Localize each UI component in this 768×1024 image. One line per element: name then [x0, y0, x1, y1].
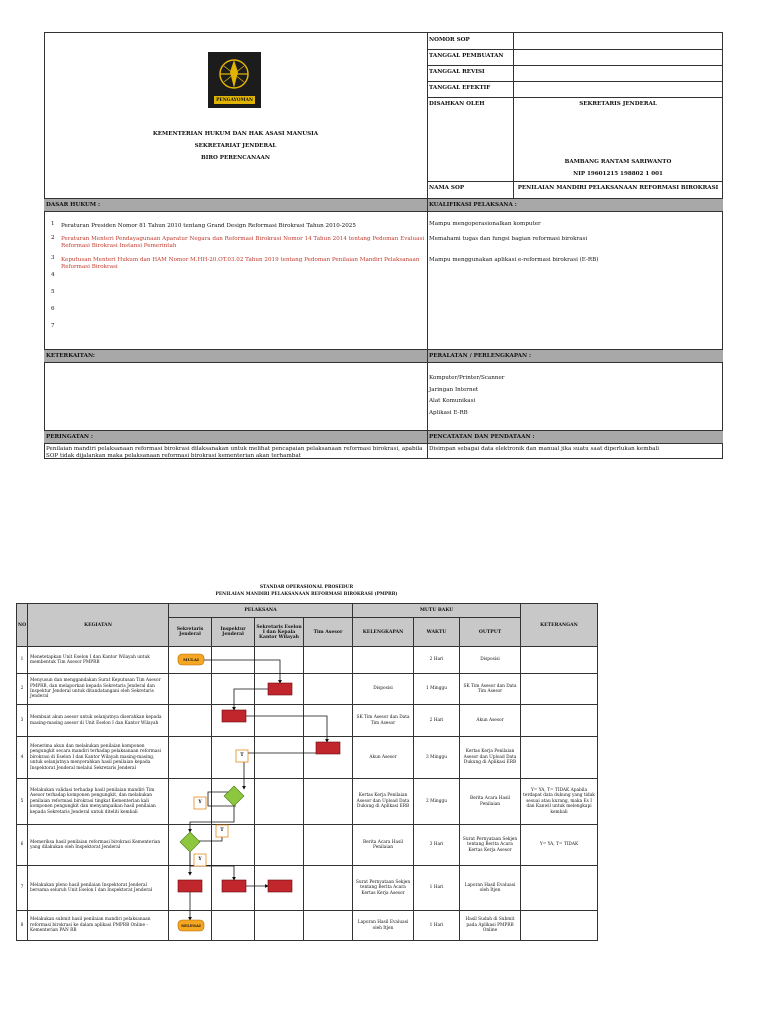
process-box [222, 880, 246, 892]
row-kelengkapan: Laporan Hasil Evaluasi oleh Itjen [353, 911, 414, 941]
list-item-number: 2 [51, 235, 55, 241]
y-label: Y [198, 800, 202, 805]
list-item: Peraturan Presiden Nomor 81 Tahun 2010 tentang Grand Design Reformasi Birokrasi Tahun 2010-2025 [61, 223, 356, 229]
col-kegiatan: KEGIATAN [28, 604, 169, 647]
lane-irjen: Inspektur Jenderal [212, 618, 255, 647]
kualifikasi-item: Mampu mengoperasionalkan komputer [429, 221, 541, 227]
list-item-number: 1 [51, 221, 55, 227]
y-label: Y [198, 857, 202, 862]
row-kegiatan: Memeriksa hasil penilaian reformasi birokrasi Kementerian yang dilakukan oleh Inspektorat Jenderal [28, 825, 169, 866]
peringatan-title: PERINGATAN : [46, 434, 93, 440]
disahkan-label: DISAHKAN OLEH [429, 101, 485, 107]
list-item-number: 4 [51, 272, 55, 278]
peralatan-item: Aplikasi E-RB [429, 410, 468, 416]
row-output: Kertas Kerja Penilaian Asesor dan Upload Data Dukung di Aplikasi ERB [460, 737, 521, 779]
row-output: Hasil Sudah di Submit pada Aplikasi PMPRB Online [460, 911, 521, 941]
col-no: NO [17, 604, 28, 647]
field-tanggal-revisi-label: TANGGAL REVISI [429, 69, 485, 75]
lane-sekjen: Sekretaris Jenderal [169, 618, 212, 647]
row-kelengkapan: Surat Pernyataan Sekjen tentang Berita Acara Kertas Kerja Asesor [353, 866, 414, 911]
dasar-hukum-title: DASAR HUKUM : [46, 202, 101, 208]
process-box [316, 742, 340, 754]
row-waktu: 3 Minggu [414, 737, 460, 779]
row-waktu: 2 Hari [414, 705, 460, 737]
list-item-number: 7 [51, 323, 55, 329]
row-kelengkapan: Akun Asesor [353, 737, 414, 779]
pencatatan-title: PENCATATAN DAN PENDATAAN : [429, 434, 535, 440]
col-pelaksana: PELAKSANA [169, 604, 353, 618]
peralatan-item: Jaringan Internet [429, 387, 479, 393]
row-no: 8 [17, 911, 28, 941]
list-item-number: 3 [51, 255, 55, 261]
row-waktu: 1 Hari [414, 911, 460, 941]
row-kelengkapan: Disposisi [353, 674, 414, 705]
row-kelengkapan: Kertas Kerja Penilaian Asesor dan Upload Data Dukung di Aplikasi ERB [353, 779, 414, 825]
peralatan-item: Alat Komunikasi [429, 398, 476, 404]
row-no: 6 [17, 825, 28, 866]
list-item-number: 6 [51, 306, 55, 312]
row-no: 1 [17, 647, 28, 674]
row-keterangan: Y= YA, T= TIDAK Apabila terdapat data dukung yang tidak sesuai atau kurang, maka Es I dan Kanwil untuk melengkapi kembali [521, 779, 598, 825]
lane-eselon-kanwil: Sekretaris Eselon I dan Kepala Kantor Wilayah [255, 618, 304, 647]
col-keterangan: KETERANGAN [521, 604, 598, 647]
t-label: T [220, 828, 224, 833]
org-bureau: BIRO PERENCANAAN [200, 155, 270, 161]
kualifikasi-title: KUALIFIKASI PELAKSANA : [429, 202, 517, 208]
process-box [178, 880, 202, 892]
row-output: Surat Pernyataan Sekjen tentang Berita Acara Kertas Kerja Asesor [460, 825, 521, 866]
keterkaitan-title: KETERKAITAN: [46, 353, 95, 359]
row-output: SK Tim Asesor dan Data Tim Asesor [460, 674, 521, 705]
peralatan-item: Komputer/Printer/Scanner [429, 375, 505, 381]
flow-connectors [190, 660, 327, 920]
row-waktu: 1 Minggu [414, 674, 460, 705]
row-no: 4 [17, 737, 28, 779]
lane-tim-asesor: Tim Asesor [304, 618, 353, 647]
row-kegiatan: Menetetapkan Unit Eselon I dan Kantor Wilayah untuk membentuk Tim Asesor PMPRB [28, 647, 169, 674]
field-tanggal-efektif-label: TANGGAL EFEKTIF [429, 85, 491, 91]
row-waktu: 1 Hari [414, 866, 460, 911]
list-item: Peraturan Menteri Pendayagunaan Aparatur Negara dan Reformasi Birokrasi Nomor 14 Tahun 2014 tentang Pedoman Evaluasi Reformasi Birokrasi Instansi Pemerintah [61, 236, 425, 249]
row-kegiatan: Menyusun dan menggandakan Surat Keputusan Tim Asesor PMPRB, dan melaporkan kepada Sekretaris Jenderal dan Inspektur Jenderal untuk ditandatangani oleh Sekretaris Jenderal [28, 674, 169, 705]
col-waktu: WAKTU [414, 618, 460, 647]
row-waktu: 3 Hari [414, 825, 460, 866]
nama-sop-value: PENILAIAN MANDIRI PELAKSANAAN REFORMASI BIROKRASI [517, 185, 719, 191]
row-waktu: 2 Minggu [414, 779, 460, 825]
end-label: SELESAI [181, 923, 201, 928]
field-tanggal-pembuatan-label: TANGGAL PEMBUATAN [429, 53, 504, 59]
row-output: Disposisi [460, 647, 521, 674]
list-item-number: 5 [51, 289, 55, 295]
pencatatan-text: Disimpan sebagai data elektronik dan manual jika suatu saat diperlukan kembali [429, 446, 660, 452]
process-box [268, 880, 292, 892]
row-kegiatan: Melakukan validasi terhadap hasil penilaian mandiri Tim Asesor terhadap komponen pengungkit, dan melakukan penilaian reformasi birokrasi tingkat Kementerian kali komponen pengungkit dan menyampaikan hasil penilaian kepada Sekretaris Jenderal untuk diteliti kembali [28, 779, 169, 825]
flow-subtitle: PENILAIAN MANDIRI PELAKSANAAN REFORMASI BIROKRASI (PMPRB) [215, 592, 398, 597]
col-output: OUTPUT [460, 618, 521, 647]
org-name: KEMENTERIAN HUKUM DAN HAK ASASI MANUSIA [152, 131, 319, 137]
flow-title: STANDAR OPERASIONAL PROSEDUR [259, 585, 354, 590]
decision-diamond [224, 786, 244, 806]
col-kelengkapan: KELENGKAPAN [353, 618, 414, 647]
signer-nip: NIP 19601215 198802 1 001 [573, 171, 663, 177]
signer-name: BAMBANG RANTAM SARIWANTO [564, 159, 672, 165]
decision-diamond [180, 832, 200, 852]
row-no: 5 [17, 779, 28, 825]
process-box [222, 710, 246, 722]
row-output: Laporan Hasil Evaluasi oleh Itjen [460, 866, 521, 911]
t-label: T [240, 753, 244, 758]
nama-sop-label: NAMA SOP [429, 185, 465, 191]
row-output: Akun Asesor [460, 705, 521, 737]
col-mutu-baku: MUTU BAKU [353, 604, 521, 618]
row-kelengkapan: SK Tim Asesor dan Data Tim Asesor [353, 705, 414, 737]
kualifikasi-item: Memahami tugas dan fungsi bagian reformasi birokrasi [429, 236, 588, 242]
start-label: MULAI [183, 657, 199, 662]
field-nomor-sop-label: NOMOR SOP [429, 37, 470, 43]
row-output: Berita Acara Hasil Penilaian [460, 779, 521, 825]
peralatan-title: PERALATAN / PERLENGKAPAN : [429, 353, 532, 359]
row-kegiatan: Membuat akun asesor untuk selanjutnya diserahkan kepada masing-masing asesor di Unit Eselon I dan Kantor Wilayah [28, 705, 169, 737]
flow-shapes [178, 654, 340, 931]
list-item: Keputusan Menteri Hukum dan HAM Nomor M.HH-20.OT.03.02 Tahun 2019 tentang Pedoman Penilaian Mandiri Pelaksanaan Reformasi Birokrasi [61, 257, 420, 270]
row-kelengkapan: Berita Acara Hasil Penilaian [353, 825, 414, 866]
process-box [268, 683, 292, 695]
peringatan-text: Penilaian mandiri pelaksanaan reformasi birokrasi dilaksanakan untuk melihat pencapaian pelaksanaan reformasi birokrasi, apabila SOP tidak dijalankan maka pelaksanaan reformasi birokrasi kementerian akan terhambat [46, 446, 423, 459]
logo-text: PENGAYOMAN [216, 98, 253, 103]
row-keterangan: Y= YA, T= TIDAK [521, 825, 598, 866]
row-kegiatan: Menerima akun dan melakukan penilaian komponen pengungkit secara mandiri terhadap pelaksanaan reformasi birokrasi di Eselon I dan Kantor Wilayah masing-masing, untuk selanjutnya menyerahkan hasil penilaian kepada Inspektorat Jenderal melalui Sekretaris Jenderal [28, 737, 169, 779]
row-kegiatan: Melakukan pleno hasil penilaian Inspektorat Jenderal bersama seluruh Unit Eselon I dan Inspektorat Jenderal [28, 866, 169, 911]
row-waktu: 2 Hari [414, 647, 460, 674]
kualifikasi-item: Mampu menggunakan aplikasi e-reformasi birokrasi (E-RB) [429, 257, 599, 263]
org-unit: SEKRETARIAT JENDERAL [194, 143, 277, 149]
row-no: 2 [17, 674, 28, 705]
row-no: 3 [17, 705, 28, 737]
row-kegiatan: Melakukan submit hasil penilaian mandiri pelaksanaan reformasi birokrasi ke dalam aplikasi PMPRB Online - Kementerian PAN RB [28, 911, 169, 941]
disahkan-title: SEKRETARIS JENDERAL [579, 101, 657, 107]
row-no: 7 [17, 866, 28, 911]
